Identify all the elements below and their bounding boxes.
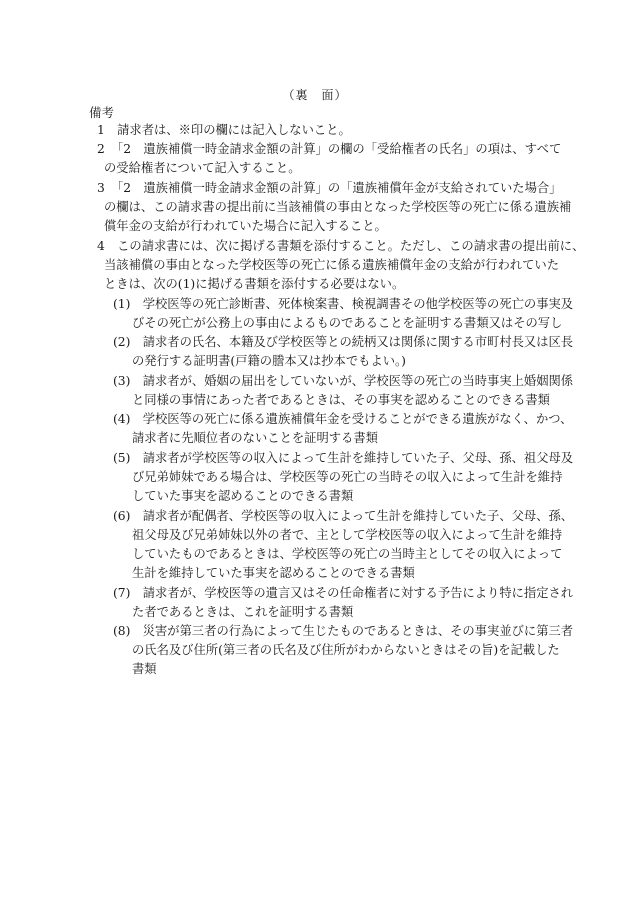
- remark-line: 3 「2 遺族補償一時金請求金額の計算」の「遺族補償年金が支給されていた場合」: [97, 181, 562, 195]
- remark-line: の欄は、この請求書の提出前に当該補償の事由となった学校医等の死亡に係る遺族補: [104, 200, 572, 214]
- remark-line: ときは、次の(1)に掲げる書類を添付する必要はない。: [104, 277, 405, 291]
- remark-line: の受給権者について記入すること。: [104, 161, 301, 175]
- remark-line: と同様の事情にあった者であるときは、その事実を認めることのできる書類: [132, 393, 550, 407]
- remark-line: 償年金の支給が行われていた場合に記入すること。: [104, 219, 387, 233]
- remark-line: 当該補償の事由となった学校医等の死亡に係る遺族補償年金の支給が行われていた: [104, 258, 559, 272]
- remark-line: (8) 災害が第三者の行為によって生じたものであるときは、その事実並びに第三者: [113, 624, 574, 638]
- remark-line: 1 請求者は、※印の欄には記入しないこと。: [97, 123, 351, 137]
- remark-line: していた事実を認めることのできる書類: [132, 489, 354, 503]
- remark-line: た者であるときは、これを証明する書類: [132, 605, 354, 619]
- remark-line: 生計を維持していた事実を認めることのできる書類: [132, 566, 415, 580]
- remark-line: (5) 請求者が学校医等の収入によって生計を維持していた子、父母、孫、祖父母及: [113, 451, 574, 465]
- remark-line: (4) 学校医等の死亡に係る遺族補償年金を受けることができる遺族がなく、かつ、: [113, 412, 573, 426]
- remark-line: (7) 請求者が、学校医等の遺言又はその任命権者に対する予告により特に指定され: [113, 586, 574, 600]
- remark-line: びその死亡が公務上の事由によるものであることを証明する書類又はその写し: [132, 316, 563, 330]
- remark-line: (6) 請求者が配偶者、学校医等の収入によって生計を維持していた子、父母、孫、: [113, 509, 574, 523]
- remark-line: の発行する証明書(戸籍の謄本又は抄本でもよい。): [132, 354, 406, 368]
- remark-line: 2 「2 遺族補償一時金請求金額の計算」の欄の「受給権者の氏名」の項は、すべて: [97, 142, 562, 156]
- remarks-title: 備考: [89, 105, 115, 120]
- remark-line: の氏名及び住所(第三者の氏名及び住所がわからないときはその旨)を記載した: [132, 643, 560, 657]
- remark-line: 書類: [132, 662, 157, 676]
- remark-line: (3) 請求者が、婚姻の届出をしていないが、学校医等の死亡の当時事実上婚姻関係: [113, 374, 574, 388]
- remark-line: (1) 学校医等の死亡診断書、死体検案書、検視調書その他学校医等の死亡の事実及: [113, 297, 574, 311]
- remark-line: (2) 請求者の氏名、本籍及び学校医等との続柄又は関係に関する市町村長又は区長: [113, 335, 574, 349]
- remark-line: 4 この請求書には、次に掲げる書類を添付すること。ただし、この請求書の提出前に、: [97, 239, 585, 253]
- remark-line: 祖父母及び兄弟姉妹以外の者で、主として学校医等の収入によって生計を維持: [132, 528, 563, 542]
- remark-line: び兄弟姉妹である場合は、学校医等の死亡の当時その収入によって生計を維持: [132, 470, 563, 484]
- remark-line: していたものであるときは、学校医等の死亡の当時主としてその収入によって: [132, 547, 563, 561]
- page-heading: （裏 面）: [282, 88, 348, 102]
- remark-line: 請求者に先順位者のないことを証明する書類: [132, 431, 378, 445]
